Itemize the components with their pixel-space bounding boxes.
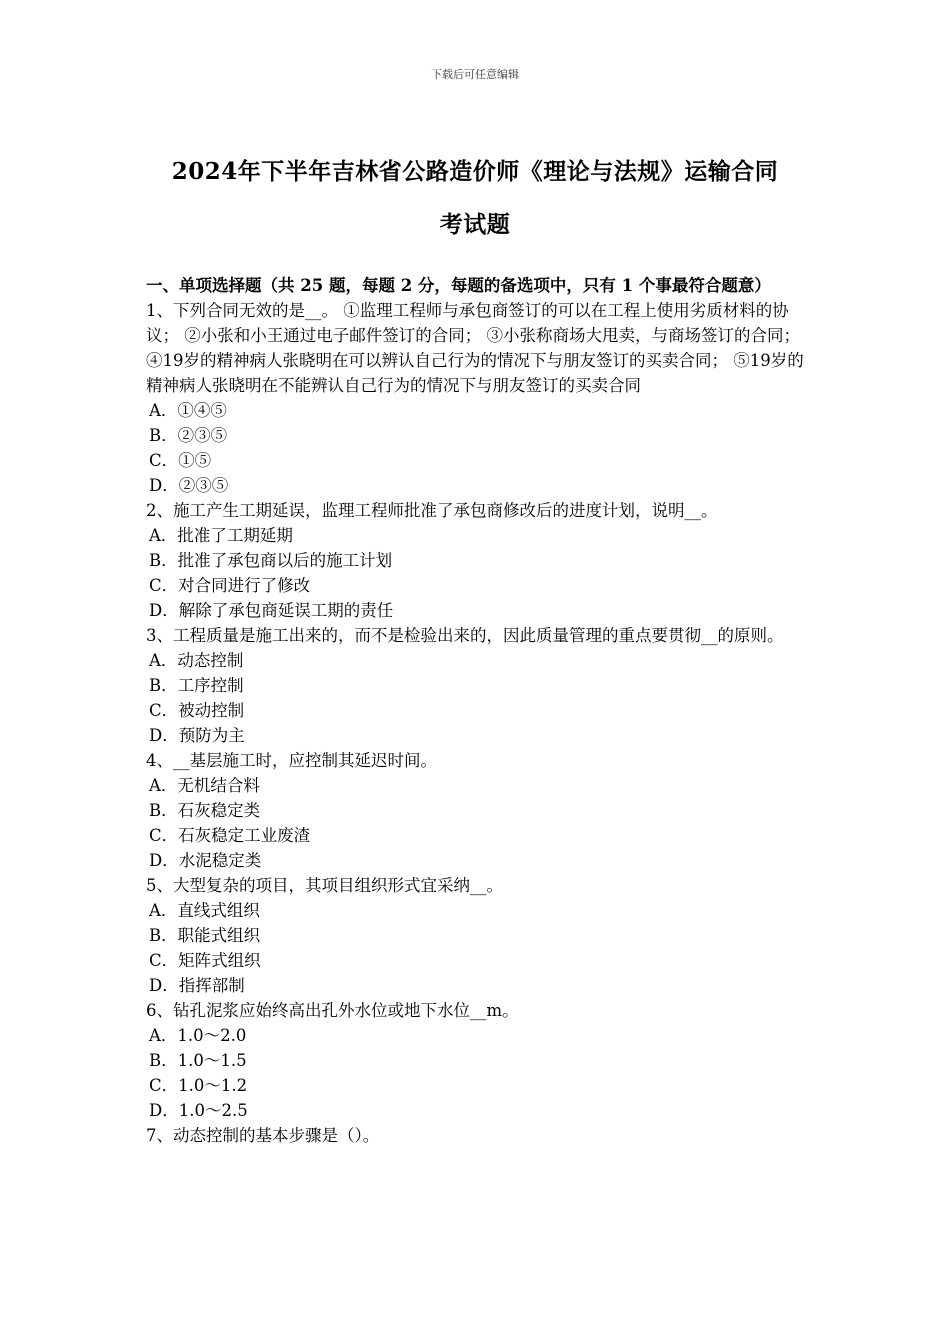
option-list	[146, 898, 808, 998]
option-letter: C．	[149, 951, 179, 970]
option-letter: B．	[149, 676, 178, 695]
option-list	[146, 1023, 808, 1123]
option-letter: A．	[149, 901, 178, 920]
option-item	[146, 548, 808, 573]
question-text: 6、钻孔泥浆应始终高出孔外水位或地下水位__m。	[146, 1001, 519, 1020]
option-list	[146, 648, 808, 748]
option-letter: B．	[149, 551, 178, 570]
option-letter: A．	[149, 526, 178, 545]
header-note: 下载后可任意编辑	[431, 68, 519, 81]
option-letter: D．	[149, 601, 179, 620]
option-text: 批准了工期延期	[177, 526, 293, 545]
option-item	[146, 473, 808, 498]
option-letter: B．	[149, 926, 178, 945]
option-text: 1.0～1.5	[177, 1051, 247, 1070]
option-list	[146, 398, 808, 498]
option-item	[146, 673, 808, 698]
question-text: 7、动态控制的基本步骤是（）。	[146, 1126, 380, 1145]
question-1	[146, 298, 808, 498]
option-item	[146, 573, 808, 598]
option-item	[146, 848, 808, 873]
question-text: 5、大型复杂的项目，其项目组织形式宜采纳__。	[146, 876, 503, 895]
option-text: 1.0～1.2	[178, 1076, 248, 1095]
question-2	[146, 498, 808, 623]
option-letter: A．	[149, 651, 178, 670]
option-item	[146, 1098, 808, 1123]
question-4	[146, 748, 808, 873]
option-text: 解除了承包商延误工期的责任	[178, 601, 394, 620]
option-item	[146, 723, 808, 748]
option-text: 批准了承包商以后的施工计划	[177, 551, 393, 570]
option-letter: A．	[149, 401, 178, 420]
question-text: 1、下列合同无效的是__。 ①监理工程师与承包商签订的可以在工程上使用劣质材料的协议； ②小张和小王通过电子邮件签订的合同； ③小张称商场大甩卖，与商场签订的合同； ④19岁的精神病人张晓明在可以辨认自己行为的情况下与朋友签订的买卖合同； ⑤19岁的精神病人张晓明在不能辨认自己行为的情况下与朋友签订的买卖合同	[146, 301, 804, 395]
option-text: 石灰稳定类	[177, 801, 261, 820]
option-text: 工序控制	[177, 676, 244, 695]
option-item	[146, 798, 808, 823]
document-body	[146, 273, 808, 1148]
option-letter: D．	[149, 851, 179, 870]
option-letter: A．	[149, 776, 178, 795]
option-text: 无机结合料	[177, 776, 260, 795]
option-text: 动态控制	[177, 651, 244, 670]
option-item	[146, 598, 808, 623]
option-letter: D．	[149, 476, 179, 495]
option-item	[146, 698, 808, 723]
option-item	[146, 1048, 808, 1073]
option-text: 石灰稳定工业废渣	[178, 826, 311, 845]
option-item	[146, 773, 808, 798]
option-text: 直线式组织	[177, 901, 260, 920]
option-text: 指挥部制	[178, 976, 245, 995]
option-text: 1.0～2.0	[177, 1026, 247, 1045]
question-text: 3、工程质量是施工出来的，而不是检验出来的，因此质量管理的重点要贯彻__的原则。	[146, 626, 784, 645]
option-item	[146, 448, 808, 473]
option-item	[146, 523, 808, 548]
option-letter: A．	[149, 1026, 178, 1045]
option-item	[146, 1023, 808, 1048]
option-text: ②③⑤	[178, 476, 229, 495]
section-heading: 一、单项选择题（共 25 题，每题 2 分，每题的备选项中，只有 1 个事最符合题意）	[146, 276, 771, 295]
option-letter: B．	[149, 801, 178, 820]
option-letter: B．	[149, 426, 178, 445]
question-3	[146, 623, 808, 748]
option-text: 水泥稳定类	[178, 851, 262, 870]
option-list	[146, 773, 808, 873]
option-letter: C．	[149, 1076, 179, 1095]
question-5	[146, 873, 808, 998]
option-item	[146, 898, 808, 923]
option-item	[146, 423, 808, 448]
option-letter: B．	[149, 1051, 178, 1070]
option-letter: C．	[149, 576, 179, 595]
question-7	[146, 1123, 808, 1148]
document-title-line-1: 2024年下半年吉林省公路造价师《理论与法规》运输合同	[171, 158, 779, 185]
option-item	[146, 973, 808, 998]
option-item	[146, 648, 808, 673]
question-text: 4、__基层施工时，应控制其延迟时间。	[146, 751, 437, 770]
option-text: 1.0～2.5	[178, 1101, 248, 1120]
question-list	[146, 298, 808, 1148]
option-item	[146, 823, 808, 848]
option-letter: C．	[149, 826, 179, 845]
document-title-line-2: 考试题	[439, 211, 511, 238]
option-letter: D．	[149, 1101, 179, 1120]
option-letter: D．	[149, 726, 179, 745]
option-item	[146, 923, 808, 948]
option-item	[146, 948, 808, 973]
option-letter: D．	[149, 976, 179, 995]
option-text: ①④⑤	[177, 401, 227, 420]
option-letter: C．	[149, 451, 179, 470]
option-item	[146, 398, 808, 423]
question-text: 2、施工产生工期延误，监理工程师批准了承包商修改后的进度计划，说明__。	[146, 501, 718, 520]
option-item	[146, 1073, 808, 1098]
option-text: 对合同进行了修改	[178, 576, 311, 595]
option-text: 被动控制	[178, 701, 245, 720]
option-text: ①⑤	[178, 451, 212, 470]
option-text: ②③⑤	[177, 426, 228, 445]
option-text: 职能式组织	[177, 926, 261, 945]
option-letter: C．	[149, 701, 179, 720]
option-text: 矩阵式组织	[178, 951, 261, 970]
question-6	[146, 998, 808, 1123]
option-list	[146, 523, 808, 623]
option-text: 预防为主	[178, 726, 245, 745]
